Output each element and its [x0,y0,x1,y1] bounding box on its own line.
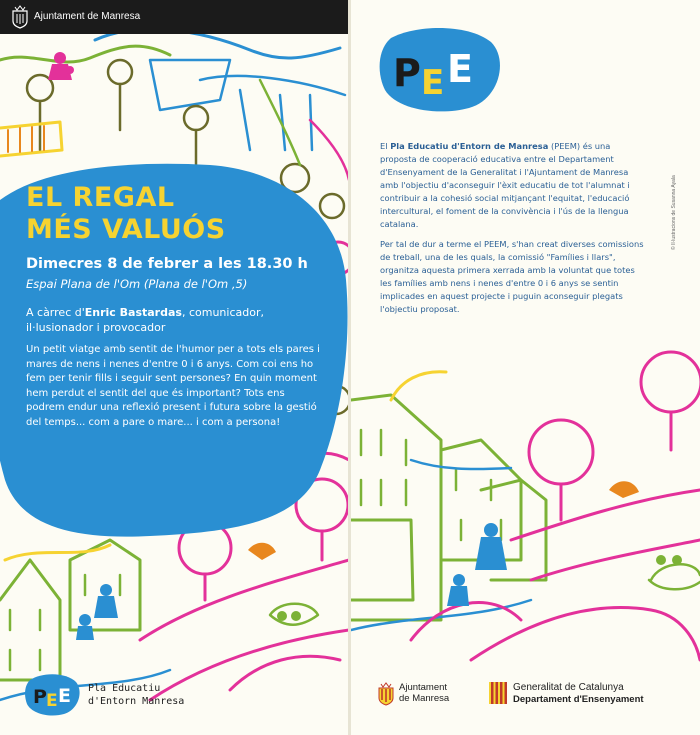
footer-generalitat-logo [489,682,644,708]
peem-description [380,140,648,323]
speaker-name: Enric Bastardas [84,306,182,319]
event-place: Espai Plana de l'Om (Plana de l'Om ,5) [26,277,248,291]
footer-ajuntament-text [399,682,449,704]
footer-generalitat-line-2: Departament d'Ensenyament [513,694,644,705]
footer-ajuntament-logo [377,682,450,710]
footer-generalitat-line-1: Generalitat de Catalunya [513,682,624,693]
event-date: Dimecres 8 de febrer a les 18.30 h [26,256,308,272]
event-info [26,182,326,430]
right-logo-letter-e1: E [421,63,445,103]
left-logo-letter-e1: E [46,691,58,711]
event-title [26,182,326,246]
peem-logo-small [24,674,80,716]
event-speaker [26,305,326,335]
event-description: Un petit viatge amb sentit de l'humor per a tots els pares i mares de nens i nenes d'entre 0 i 6 anys. Com coi ens ho fem per tenir fills i seguir sent persones? En quin moment hem perdut el sentit del que és important? Tots ens podrem endur una reflexió present i futura sobre la gestió del temps... com a pare o mare... i com a persona! [26,344,320,428]
right-logo-letter-e2: E [447,47,473,91]
peem-logo-text: Pla Educatiu d'Entorn Manresa [88,683,185,707]
right-panel [351,0,700,735]
speaker-prefix: A càrrec d' [26,306,85,319]
peem-paragraph-2: Per tal de dur a terme el PEEM, s'han creat diverses comissions de treball, una de les quals, la comissió "Famílies i llars", organitza aquesta primera xerrada amb la voluntat que totes les famílies amb nens i nenes d'entre 0 i 6 anys se sentin implicades en aquest projecte i puguin aconseguir plegats l'objectiu proposat. [380,239,644,314]
speaker-suffix: , comunicador, il·lusionador i provocador [26,306,264,334]
ajuntament-crest-icon [11,5,29,29]
peem-paragraph-1 [380,140,648,231]
top-bar [0,0,349,34]
footer-ajuntament-line-1: Ajuntament [399,682,448,693]
footer-ajuntament-line-2: de Manresa [399,693,450,704]
illustration-credit: © Il·lustracions de Susanna Ayala [671,175,677,250]
event-title-line-2: MÉS VALUÓS [26,214,226,245]
left-panel [0,0,349,735]
p1-lead: El [380,141,391,151]
ajuntament-shield-icon [377,682,395,706]
left-logo-letter-e2: E [58,685,71,707]
event-title-line-1: EL REGAL [26,182,175,213]
left-logo-letter-p: P [33,686,47,708]
generalitat-flag-icon [489,682,507,704]
right-logo-letter-p: P [393,51,421,95]
p1-body: (PEEM) és una proposta de cooperació educativa entre el Departament d'Ensenyament de la Generalitat i l'Ajuntament de Manresa amb l'objectiu d'aconseguir l'èxit educatiu de tot l'alumnat i contribuir a la cohesió social mitjançant l'equitat, l'educació intercultural, el foment de la convivència i l'ús de la llengua catalana. [380,141,630,229]
p1-program-name: Pla Educatiu d'Entorn de Manresa [390,141,549,151]
top-bar-label: Ajuntament de Manresa [34,11,141,22]
peem-logo-large [377,26,503,114]
